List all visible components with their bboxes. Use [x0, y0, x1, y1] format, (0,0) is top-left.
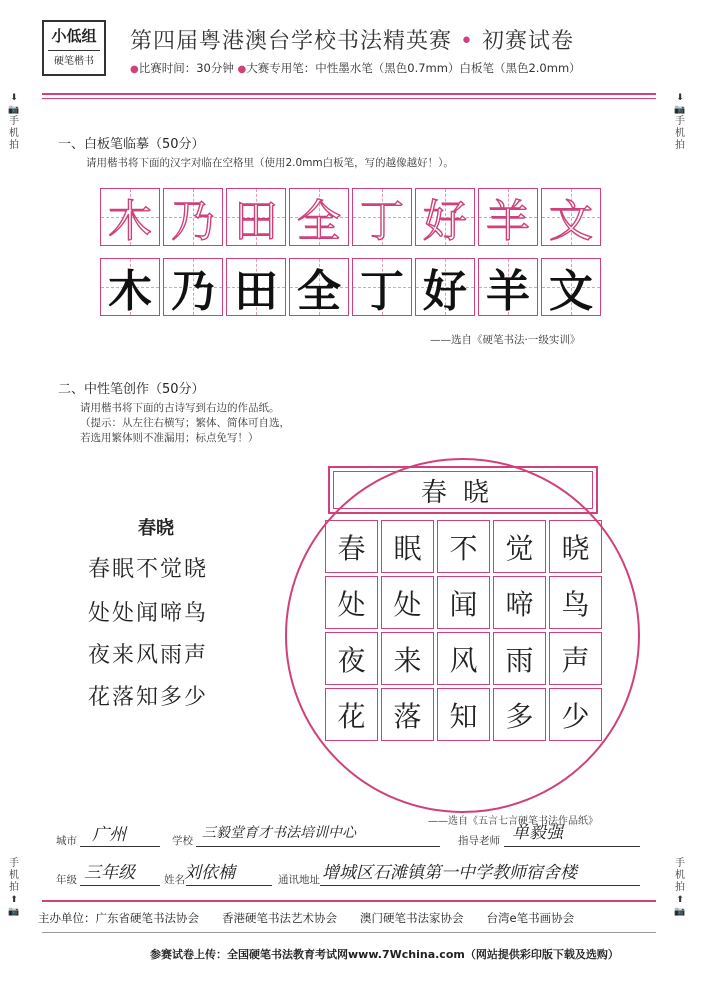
school-underline	[196, 846, 440, 847]
grade-label: 年级	[56, 874, 77, 886]
name-field[interactable]: 刘依楠	[184, 863, 235, 883]
composition-cell: 眠	[381, 520, 434, 573]
city-field[interactable]: 广州	[92, 825, 126, 845]
section1-instruction: 请用楷书将下面的汉字对临在空格里（使用2.0mm白板笔，写的越像越好！）。	[86, 157, 454, 169]
header-divider-thin	[42, 98, 656, 99]
trace-cell[interactable]: 乃	[163, 188, 223, 246]
composition-cell: 少	[549, 688, 602, 741]
composition-cell: 不	[437, 520, 490, 573]
address-field[interactable]: 增城区石滩镇第一中学教师宿舍楼	[322, 863, 577, 883]
written-cell: 丁	[352, 258, 412, 316]
section1-heading: 一、白板笔临摹（50分）	[58, 137, 205, 152]
trace-cell[interactable]: 田	[226, 188, 286, 246]
composition-title: 春晓	[420, 477, 505, 508]
poem-title: 春晓	[138, 518, 174, 539]
organizers: 主办单位：广东省硬笔书法协会 香港硬笔书法艺术协会 澳门硬笔书法家协会 台湾e笔书画协会	[38, 911, 575, 925]
written-cell: 全	[289, 258, 349, 316]
composition-cell: 雨	[493, 632, 546, 685]
trace-cell[interactable]: 丁	[352, 188, 412, 246]
logo-main: 小低组	[48, 22, 100, 51]
composition-cell: 晓	[549, 520, 602, 573]
section2-source: ——选自《五言七言硬笔书法作品纸》	[428, 816, 598, 827]
poem-line: 春眠不觉晓	[88, 557, 209, 582]
page-title: 第四届粤港澳台学校书法精英赛 • 初赛试卷	[130, 29, 575, 54]
name-underline	[186, 885, 272, 886]
written-grid-row	[100, 258, 604, 316]
composition-cell: 声	[549, 632, 602, 685]
composition-cell: 落	[381, 688, 434, 741]
composition-cell: 啼	[493, 576, 546, 629]
section2-instruction-2: （提示：从左往右横写；繁体、简体可自选，	[80, 417, 290, 429]
written-cell: 田	[226, 258, 286, 316]
side-mark-bottom-right: 手机拍 ⬆📷	[672, 858, 688, 918]
side-mark-top-right: ⬇📷 手机拍	[672, 92, 688, 152]
city-label: 城市	[56, 835, 77, 847]
composition-cell: 花	[325, 688, 378, 741]
composition-row	[325, 576, 605, 629]
written-cell: 羊	[478, 258, 538, 316]
side-mark-top-left: ⬇📷 手机拍	[6, 92, 22, 152]
upload-info: 参赛试卷上传：全国硬笔书法教育考试网www.7Wchina.com（网站提供彩印版下载及选购）	[150, 948, 619, 961]
footer-divider	[42, 900, 656, 902]
name-label: 姓名	[164, 874, 185, 886]
trace-cell[interactable]: 好	[415, 188, 475, 246]
composition-row	[325, 632, 605, 685]
composition-row	[325, 520, 605, 573]
composition-cell: 闻	[437, 576, 490, 629]
composition-row	[325, 688, 605, 741]
composition-cell: 风	[437, 632, 490, 685]
written-cell: 好	[415, 258, 475, 316]
competition-info: ●比赛时间：30分钟 ●大赛专用笔：中性墨水笔（黑色0.7mm）白板笔（黑色2.0mm）	[130, 61, 581, 75]
section2-heading: 二、中性笔创作（50分）	[58, 382, 205, 397]
camera-icon: ⬆📷	[8, 895, 20, 917]
header-divider	[42, 93, 656, 95]
grade-field[interactable]: 三年级	[84, 863, 135, 883]
section1-source: ——选自《硬笔书法·一级实训》	[430, 334, 581, 346]
city-underline	[80, 846, 160, 847]
camera-icon: ⬇📷	[674, 93, 686, 115]
composition-cell: 知	[437, 688, 490, 741]
poem-line: 夜来风雨声	[88, 643, 209, 668]
camera-icon: ⬇📷	[8, 93, 20, 115]
composition-cell: 夜	[325, 632, 378, 685]
section2-instruction-1: 请用楷书将下面的古诗写到右边的作品纸。	[80, 402, 280, 414]
trace-cell[interactable]: 羊	[478, 188, 538, 246]
composition-cell: 觉	[493, 520, 546, 573]
teacher-underline	[504, 846, 640, 847]
composition-cell: 多	[493, 688, 546, 741]
teacher-field[interactable]: 单毅强	[512, 823, 563, 843]
address-label: 通讯地址	[278, 874, 320, 886]
composition-cell: 鸟	[549, 576, 602, 629]
composition-cell: 春	[325, 520, 378, 573]
camera-icon: ⬆📷	[674, 895, 686, 917]
trace-grid-row	[100, 188, 604, 246]
logo	[42, 20, 106, 76]
poem-line: 处处闻啼鸟	[88, 601, 209, 626]
footer-divider-thin	[42, 932, 656, 933]
school-field[interactable]: 三毅堂育才书法培训中心	[202, 825, 356, 841]
school-label: 学校	[172, 835, 193, 847]
trace-cell[interactable]: 文	[541, 188, 601, 246]
side-mark-bottom-left: 手机拍 ⬆📷	[6, 858, 22, 918]
written-cell: 乃	[163, 258, 223, 316]
section2-instruction-3: 若选用繁体则不准漏用；标点免写！）	[80, 432, 259, 444]
written-cell: 木	[100, 258, 160, 316]
trace-cell[interactable]: 木	[100, 188, 160, 246]
composition-cell: 处	[325, 576, 378, 629]
composition-cell: 处	[381, 576, 434, 629]
address-underline	[320, 885, 640, 886]
poem-line: 花落知多少	[88, 685, 209, 710]
teacher-label: 指导老师	[458, 835, 500, 847]
grade-underline	[80, 885, 160, 886]
logo-sub: 硬笔楷书	[54, 56, 94, 67]
written-cell: 文	[541, 258, 601, 316]
composition-cell: 来	[381, 632, 434, 685]
trace-cell[interactable]: 全	[289, 188, 349, 246]
